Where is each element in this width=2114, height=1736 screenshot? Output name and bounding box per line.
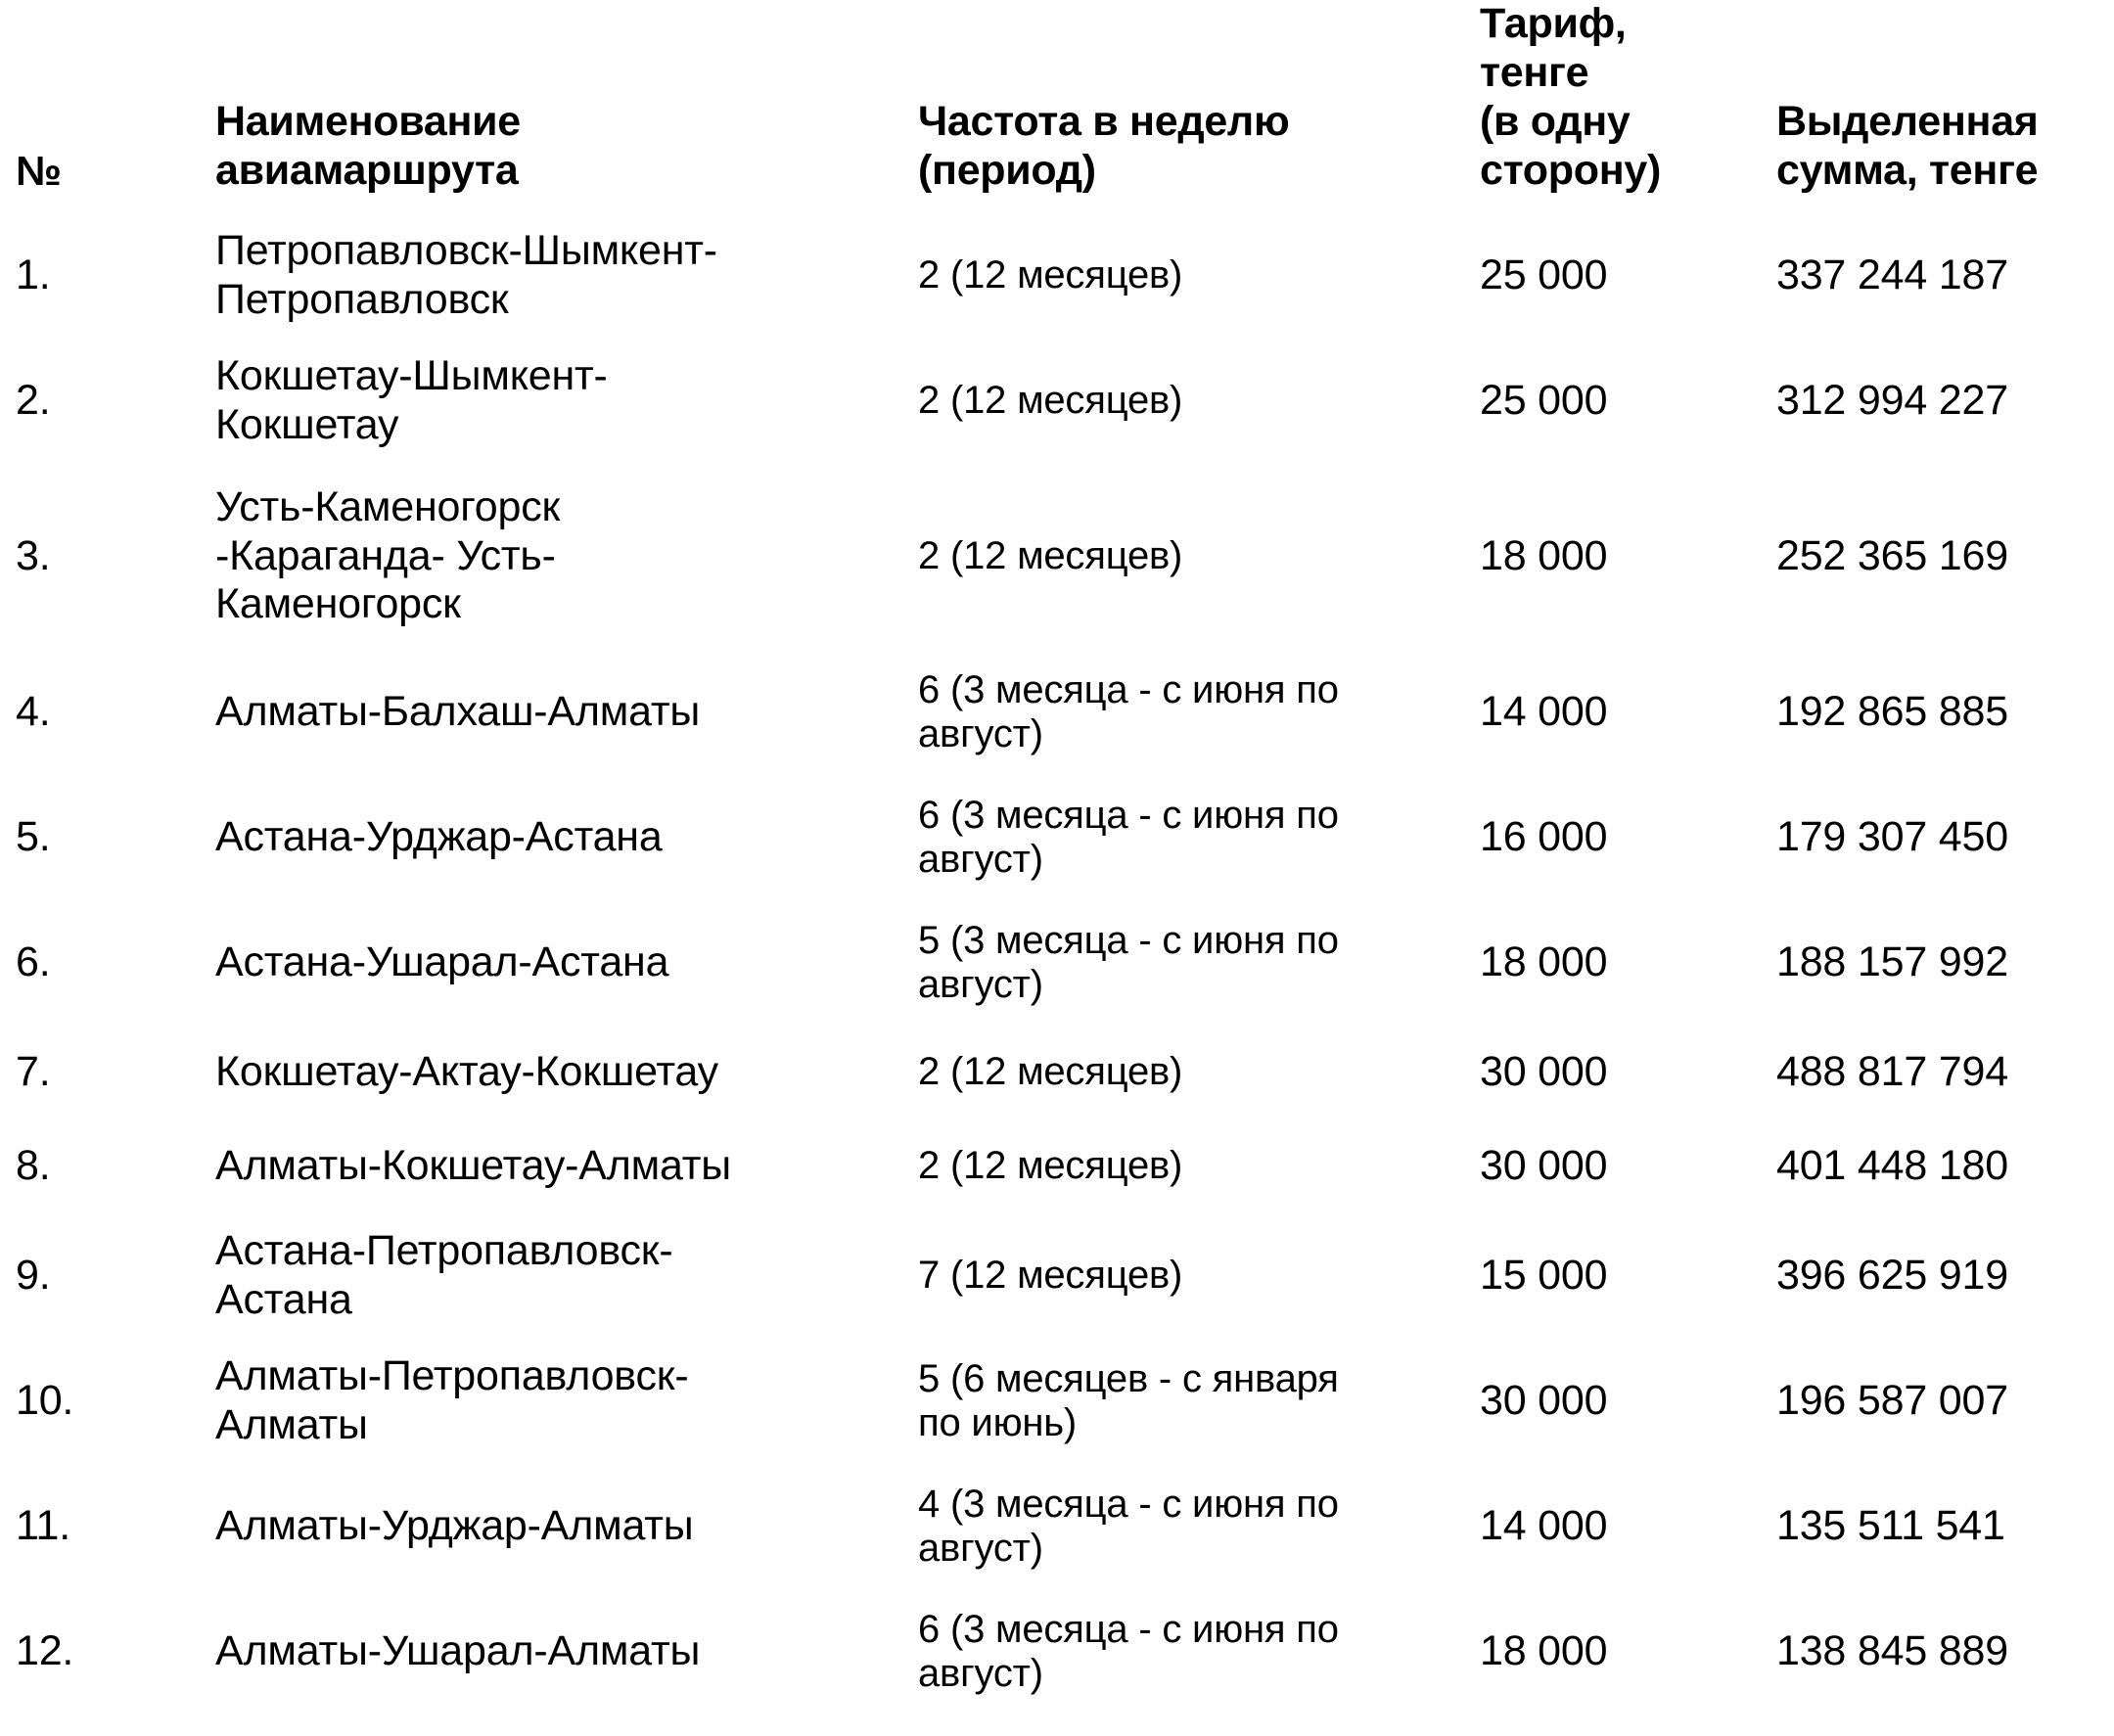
frequency-cell <box>910 650 1468 775</box>
frequency-line: август) <box>918 711 1043 755</box>
frequency-line: август) <box>918 1651 1043 1695</box>
table-row <box>0 900 2114 1026</box>
table-row <box>0 1464 2114 1589</box>
route-name-cell <box>206 464 910 650</box>
tariff-cell: 25 000 <box>1480 376 1608 424</box>
row-number: 4. <box>16 687 51 735</box>
header-line: (период) <box>918 146 1096 194</box>
header-line: Тариф, <box>1480 0 1627 47</box>
header-line: Наименование <box>215 97 521 145</box>
frequency-cell <box>910 339 1468 464</box>
row-number: 1. <box>16 251 51 298</box>
allocated-amount-cell: 401 448 180 <box>1776 1141 2008 1189</box>
tariff-cell: 18 000 <box>1480 1626 1608 1674</box>
frequency-cell <box>910 1026 1468 1119</box>
route-name-line: Петропавловск <box>215 275 509 323</box>
frequency-line: 6 (3 месяца - с июня по <box>918 793 1339 837</box>
tariff-cell: 25 000 <box>1480 251 1608 298</box>
table-row <box>0 339 2114 464</box>
row-number: 7. <box>16 1047 51 1095</box>
row-number: 10. <box>16 1376 74 1424</box>
allocated-amount-cell: 252 365 169 <box>1776 531 2008 579</box>
route-name-cell <box>206 1213 910 1339</box>
route-name-line: Алматы-Кокшетау-Алматы <box>215 1141 731 1189</box>
frequency-line: 2 (12 месяцев) <box>918 253 1183 297</box>
row-number: 3. <box>16 531 51 579</box>
frequency-line: август) <box>918 962 1043 1006</box>
frequency-line: 2 (12 месяцев) <box>918 379 1183 423</box>
header-line: сторону) <box>1480 146 1662 194</box>
route-name-line: Усть-Каменогорск <box>215 482 561 530</box>
tariff-cell: 30 000 <box>1480 1141 1608 1189</box>
column-header-allocated-amount <box>1757 0 2114 213</box>
frequency-cell <box>910 464 1468 650</box>
route-name-line: Кокшетау-Шымкент- <box>215 351 608 399</box>
allocated-amount-cell: 138 845 889 <box>1776 1626 2008 1674</box>
route-name-cell <box>206 650 910 775</box>
row-number: 6. <box>16 937 51 985</box>
tariff-cell: 30 000 <box>1480 1047 1608 1095</box>
route-name-cell <box>206 1464 910 1589</box>
allocated-amount-cell: 312 994 227 <box>1776 376 2008 424</box>
tariff-cell: 14 000 <box>1480 687 1608 735</box>
route-name-line: Алматы-Ушарал-Алматы <box>215 1626 701 1674</box>
tariff-cell: 18 000 <box>1480 531 1608 579</box>
table-body <box>0 213 2114 1714</box>
table-row <box>0 1339 2114 1464</box>
route-name-cell <box>206 339 910 464</box>
frequency-cell <box>910 900 1468 1026</box>
table-row <box>0 650 2114 775</box>
table-row <box>0 775 2114 900</box>
header-line: авиамаршрута <box>215 146 519 194</box>
row-number: 11. <box>16 1501 70 1549</box>
tariff-cell: 15 000 <box>1480 1251 1608 1299</box>
header-line: № <box>16 147 62 194</box>
route-name-line: Петропавловск-Шымкент- <box>215 226 717 274</box>
route-name-line: Кокшетау <box>215 400 399 448</box>
route-name-line: Алматы <box>215 1400 368 1448</box>
table-row <box>0 1026 2114 1119</box>
header-line: Частота в неделю <box>918 97 1290 145</box>
frequency-line: 7 (12 месяцев) <box>918 1254 1183 1298</box>
route-name-cell <box>206 775 910 900</box>
header-line: (в одну <box>1480 97 1631 145</box>
table-header <box>0 0 2114 213</box>
table-row <box>0 464 2114 650</box>
frequency-line: 6 (3 месяца - с июня по <box>918 667 1339 711</box>
header-line: тенге <box>1480 48 1589 96</box>
table-row <box>0 213 2114 339</box>
tariff-cell: 14 000 <box>1480 1501 1608 1549</box>
route-name-cell <box>206 1589 910 1714</box>
frequency-cell <box>910 1339 1468 1464</box>
frequency-line: по июнь) <box>918 1400 1078 1444</box>
route-name-line: Алматы-Урджар-Алматы <box>215 1501 694 1549</box>
route-name-cell <box>206 213 910 339</box>
tariff-cell: 18 000 <box>1480 937 1608 985</box>
row-number: 5. <box>16 812 51 860</box>
route-name-line: Астана-Ушарал-Астана <box>215 937 669 985</box>
allocated-amount-cell: 396 625 919 <box>1776 1251 2008 1299</box>
frequency-line: август) <box>918 1526 1043 1570</box>
column-header-frequency <box>910 0 1468 213</box>
frequency-cell <box>910 775 1468 900</box>
allocated-amount-cell: 179 307 450 <box>1776 812 2008 860</box>
frequency-line: 4 (3 месяца - с июня по <box>918 1482 1339 1526</box>
frequency-line: 2 (12 месяцев) <box>918 1050 1183 1094</box>
frequency-cell <box>910 1589 1468 1714</box>
frequency-line: 6 (3 месяца - с июня по <box>918 1607 1339 1651</box>
frequency-cell <box>910 1119 1468 1213</box>
row-number: 8. <box>16 1141 51 1189</box>
route-name-cell <box>206 900 910 1026</box>
row-number: 9. <box>16 1251 51 1299</box>
route-name-line: -Караганда- Усть- <box>215 531 556 579</box>
column-header-route-name <box>206 0 910 213</box>
route-name-line: Астана <box>215 1275 352 1323</box>
tariff-cell: 30 000 <box>1480 1376 1608 1424</box>
route-name-cell <box>206 1119 910 1213</box>
route-name-line: Кокшетау-Актау-Кокшетау <box>215 1047 718 1095</box>
header-line: сумма, тенге <box>1776 146 2039 194</box>
allocated-amount-cell: 188 157 992 <box>1776 937 2008 985</box>
row-number: 12. <box>16 1626 74 1674</box>
route-name-line: Астана-Петропавловск- <box>215 1226 673 1274</box>
frequency-cell <box>910 1213 1468 1339</box>
header-line: Выделенная <box>1776 97 2039 145</box>
table-row <box>0 1589 2114 1714</box>
column-header-tariff <box>1468 0 1757 213</box>
allocated-amount-cell: 488 817 794 <box>1776 1047 2008 1095</box>
frequency-line: 5 (6 месяцев - с января <box>918 1356 1339 1400</box>
route-name-line: Алматы-Балхаш-Алматы <box>215 687 701 735</box>
allocated-amount-cell: 337 244 187 <box>1776 251 2008 298</box>
frequency-line: август) <box>918 837 1043 881</box>
table-row <box>0 1213 2114 1339</box>
column-header-number <box>0 0 206 213</box>
table-header-row <box>0 0 2114 213</box>
frequency-line: 5 (3 месяца - с июня по <box>918 918 1339 962</box>
row-number: 2. <box>16 376 51 424</box>
route-name-cell <box>206 1339 910 1464</box>
frequency-cell <box>910 213 1468 339</box>
route-name-line: Каменогорск <box>215 580 461 628</box>
frequency-line: 2 (12 месяцев) <box>918 534 1183 578</box>
route-name-line: Астана-Урджар-Астана <box>215 812 663 860</box>
frequency-line: 2 (12 месяцев) <box>918 1144 1183 1188</box>
allocated-amount-cell: 135 511 541 <box>1776 1501 2005 1549</box>
table-row <box>0 1119 2114 1213</box>
allocated-amount-cell: 192 865 885 <box>1776 687 2008 735</box>
allocated-amount-cell: 196 587 007 <box>1776 1376 2008 1424</box>
tariff-cell: 16 000 <box>1480 812 1608 860</box>
route-name-cell <box>206 1026 910 1119</box>
route-name-line: Алматы-Петропавловск- <box>215 1351 689 1399</box>
frequency-cell <box>910 1464 1468 1589</box>
